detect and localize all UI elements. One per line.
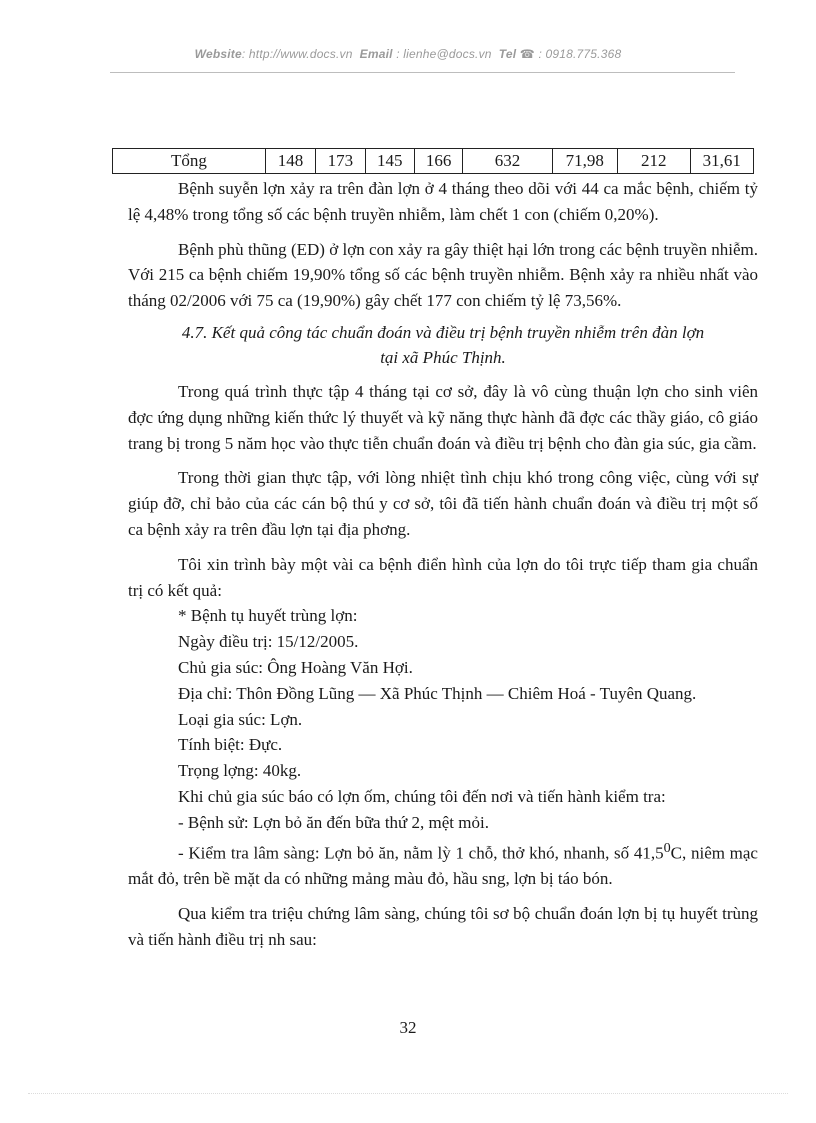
case-title: * Bệnh tụ huyết trùng lợn: [178, 606, 358, 626]
tel-label: Tel [498, 47, 517, 61]
footer-divider [28, 1093, 788, 1094]
treatment-date: Ngày điều trị: 15/12/2005. [178, 632, 359, 652]
tel-value: ☎ : 0918.775.368 [519, 47, 622, 61]
email-label: Email [359, 47, 393, 61]
table-cell: 31,61 [690, 149, 753, 174]
totals-table [112, 148, 754, 174]
animal-sex: Tính biệt: Đực. [178, 735, 283, 755]
paragraph-swine-asthma: Bệnh suyễn lợn xảy ra trên đàn lợn ở 4 tháng theo dõi với 44 ca mắc bệnh, chiếm tỷ lệ 4,48% trong tổng số các bệnh truyền nhiễm, làm chết 1 con (chiếm 0,20%). [128, 179, 758, 224]
table-cell: 632 [463, 149, 552, 174]
address: Địa chỉ: Thôn Đồng Lũng — Xã Phúc Thịnh — Chiêm Hoá - Tuyên Quang. [178, 683, 697, 703]
degree-superscript: 0 [663, 839, 671, 856]
paragraph-cases-intro: Tôi xin trình bày một vài ca bệnh điển hình của lợn do tôi trực tiếp tham gia chuẩn trị có kết quả: [128, 554, 758, 600]
email-value: : lienhe@docs.vn [396, 47, 492, 61]
table-cell: Tổng [113, 149, 266, 174]
case-history: - Bệnh sử: Lợn bỏ ăn đến bữa thứ 2, mệt mỏi. [178, 812, 489, 832]
body-text [128, 176, 758, 952]
page-number: 32 [399, 1018, 417, 1037]
section-heading [128, 320, 758, 370]
table-cell: 71,98 [552, 149, 617, 174]
paragraph-internship: Trong quá trình thực tập 4 tháng tại cơ sở, đây là vô cùng thuận lợn cho sinh viên đợc ứng dụng những kiến thức lý thuyết và kỹ năng thực hành đã đợc các thầy giáo, cô giáo trang bị trong 5 năm học vào thực tiễn chuẩn đoán và điều trị bệnh cho đàn gia súc, gia cầm. [128, 381, 758, 453]
animal-type: Loại gia súc: Lợn. [178, 709, 303, 729]
paragraph-diagnosis: Qua kiểm tra triệu chứng lâm sàng, chúng tôi sơ bộ chuẩn đoán lợn bị tụ huyết trùng và tiến hành điều trị nh sau: [128, 903, 758, 949]
website-label: Website [194, 47, 242, 61]
clinical-exam-part1: - Kiểm tra lâm sàng: Lợn bỏ ăn, nằm lỳ 1 chỗ, thở khó, nhanh, số 41,5 [178, 843, 664, 863]
page-header [0, 47, 816, 61]
paragraph-edema-disease: Bệnh phù thũng (ED) ở lợn con xảy ra gây thiệt hại lớn trong các bệnh truyền nhiễm. Với 215 ca bệnh chiếm 19,90% tổng số các bệnh truyền nhiễm. Bệnh xảy ra nhiều nhất vào tháng 02/2006 với 75 ca (19,90%) gây chết 177 con chiếm tỷ lệ 73,56%. [128, 239, 758, 311]
website-value: : http://www.docs.vn [241, 47, 353, 61]
paragraph-practice: Trong thời gian thực tập, với lòng nhiệt tình chịu khó trong công việc, cùng với sự giúp đỡ, chỉ bảo của các cán bộ thú y cơ sở, tôi đã tiến hành chuẩn đoán và điều trị một số ca bệnh xảy ra trên đầu lợn tại địa phơng. [128, 468, 758, 539]
table-cell: 145 [365, 149, 414, 174]
table-row [113, 149, 754, 174]
table-cell: 212 [617, 149, 690, 174]
clinical-exam-part2: C, niêm mạc mắt đỏ, trên bề mặt da có những mảng màu đỏ, hầu sng, lợn bị táo bón. [128, 843, 758, 888]
header-divider [110, 72, 735, 73]
table-cell: 173 [316, 149, 365, 174]
table-cell: 148 [265, 149, 315, 174]
table-cell: 166 [414, 149, 462, 174]
animal-owner: Chủ gia súc: Ông Hoàng Văn Hợi. [178, 657, 413, 677]
paragraph-inspection: Khi chủ gia súc báo có lợn ốm, chúng tôi đến nơi và tiến hành kiểm tra: [178, 786, 666, 806]
animal-weight: Trọng lợng: 40kg. [178, 761, 302, 781]
section-heading-line1: 4.7. Kết quả công tác chuẩn đoán và điều trị bệnh truyền nhiễm trên đàn lợn [181, 322, 705, 342]
section-heading-line2: tại xã Phúc Thịnh. [380, 347, 506, 367]
clinical-exam [128, 836, 758, 892]
